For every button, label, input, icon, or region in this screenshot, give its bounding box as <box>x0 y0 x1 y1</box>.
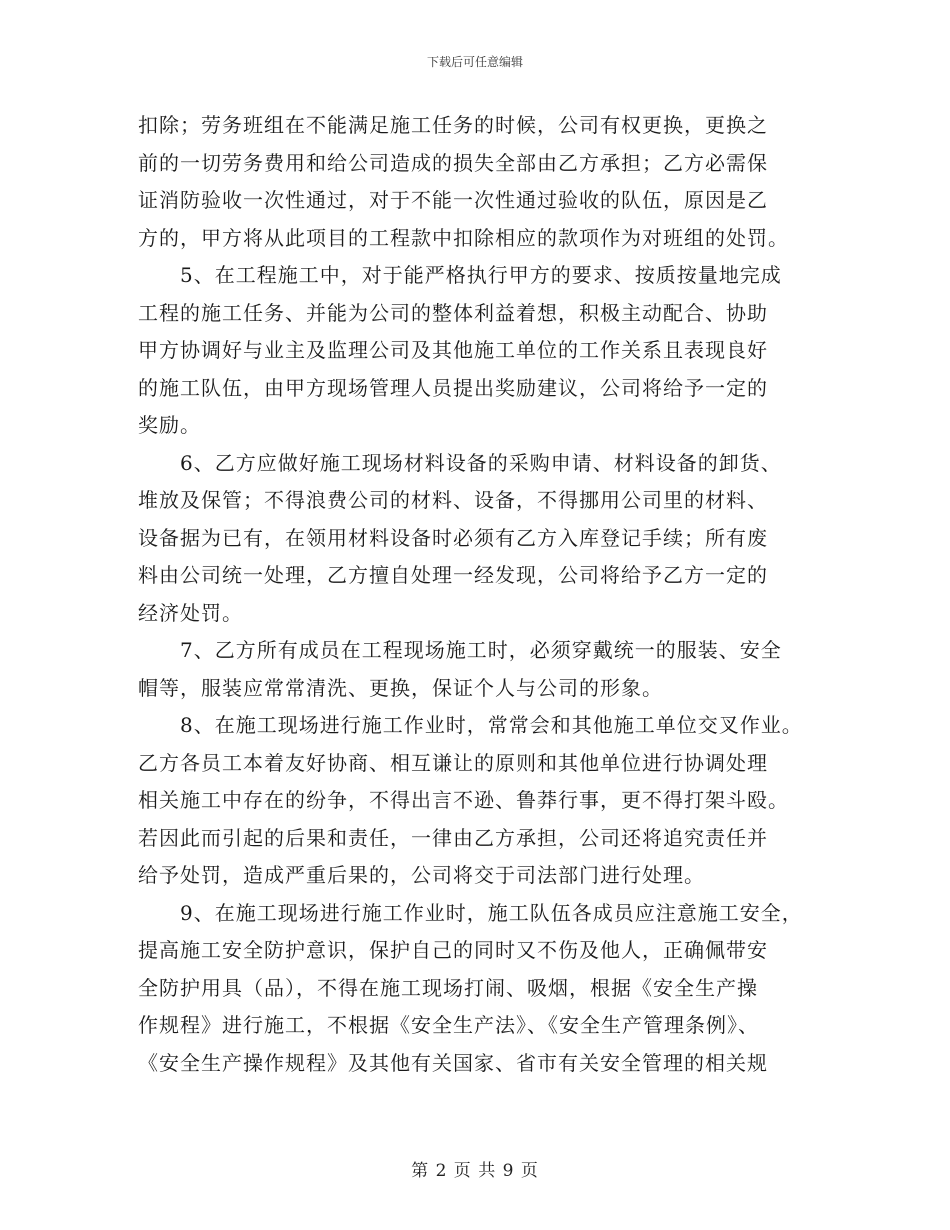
paragraph-item-6 <box>138 445 838 633</box>
text-line: 9、在施工现场进行施工作业时，施工队伍各成员应注意施工安全， <box>138 900 803 925</box>
text-line: 全防护用具（品），不得在施工现场打闹、吸烟，根据《安全生产操 <box>138 975 758 1000</box>
text-line: 工程的施工任务、并能为公司的整体利益着想，积极主动配合、协助 <box>138 300 768 325</box>
paragraph-item-9 <box>138 895 838 1083</box>
text-line: 方的，甲方将从此项目的工程款中扣除相应的款项作为对班组的处罚。 <box>138 225 789 250</box>
paragraph-item-7 <box>138 632 838 707</box>
text-line: 帽等，服装应常常清洗、更换，保证个人与公司的形象。 <box>138 675 663 700</box>
text-line: 扣除；劳务班组在不能满足施工任务的时候，公司有权更换，更换之 <box>138 113 768 137</box>
text-line: 乙方各员工本着友好协商、相互谦让的原则和其他单位进行协调处理 <box>138 750 768 775</box>
text-line: 5、在工程施工中，对于能严格执行甲方的要求、按质按量地完成 <box>138 263 782 287</box>
text-line: 《安全生产操作规程》及其他有关国家、省市有关安全管理的相关规 <box>138 1050 768 1075</box>
text-line: 作规程》进行施工，不根据《安全生产法》、《安全生产管理条例》、 <box>138 1013 759 1037</box>
text-line: 给予处罚，造成严重后果的，公司将交于司法部门进行处理。 <box>138 863 705 887</box>
text-line: 甲方协调好与业主及监理公司及其他施工单位的工作关系且表现良好 <box>138 338 768 362</box>
text-line: 8、在施工现场进行施工作业时，常常会和其他施工单位交叉作业。 <box>138 713 803 737</box>
text-line: 经济处罚。 <box>138 600 243 625</box>
text-line: 7、乙方所有成员在工程现场施工时，必须穿戴统一的服装、安全 <box>138 638 782 662</box>
text-line: 的施工队伍，由甲方现场管理人员提出奖励建议，公司将给予一定的 <box>138 375 768 400</box>
page-number-footer: 第 2 页 共 9 页 <box>411 1161 539 1181</box>
document-body <box>138 107 838 1082</box>
text-line: 奖励。 <box>138 413 201 437</box>
text-line: 设备据为已有，在领用材料设备时必须有乙方入库登记手续；所有废 <box>138 525 768 550</box>
page-header: 下载后可任意编辑 <box>426 55 523 69</box>
text-line: 料由公司统一处理，乙方擅自处理一经发现，公司将给予乙方一定的 <box>138 563 768 587</box>
text-line: 提高施工安全防护意识，保护自己的同时又不伤及他人，正确佩带安 <box>138 938 768 962</box>
paragraph-continuation <box>138 107 838 257</box>
text-line: 堆放及保管；不得浪费公司的材料、设备，不得挪用公司里的材料、 <box>138 488 768 512</box>
paragraph-item-8 <box>138 707 838 895</box>
text-line: 若因此而引起的后果和责任，一律由乙方承担，公司还将追究责任并 <box>138 825 768 850</box>
paragraph-item-5 <box>138 257 838 445</box>
text-line: 相关施工中存在的纷争，不得出言不逊、鲁莽行事，更不得打架斗殴。 <box>138 788 789 812</box>
text-line: 6、乙方应做好施工现场材料设备的采购申请、材料设备的卸货、 <box>138 450 782 475</box>
text-line: 前的一切劳务费用和给公司造成的损失全部由乙方承担；乙方必需保 <box>138 150 768 175</box>
text-line: 证消防验收一次性通过，对于不能一次性通过验收的队伍，原因是乙 <box>138 188 768 212</box>
